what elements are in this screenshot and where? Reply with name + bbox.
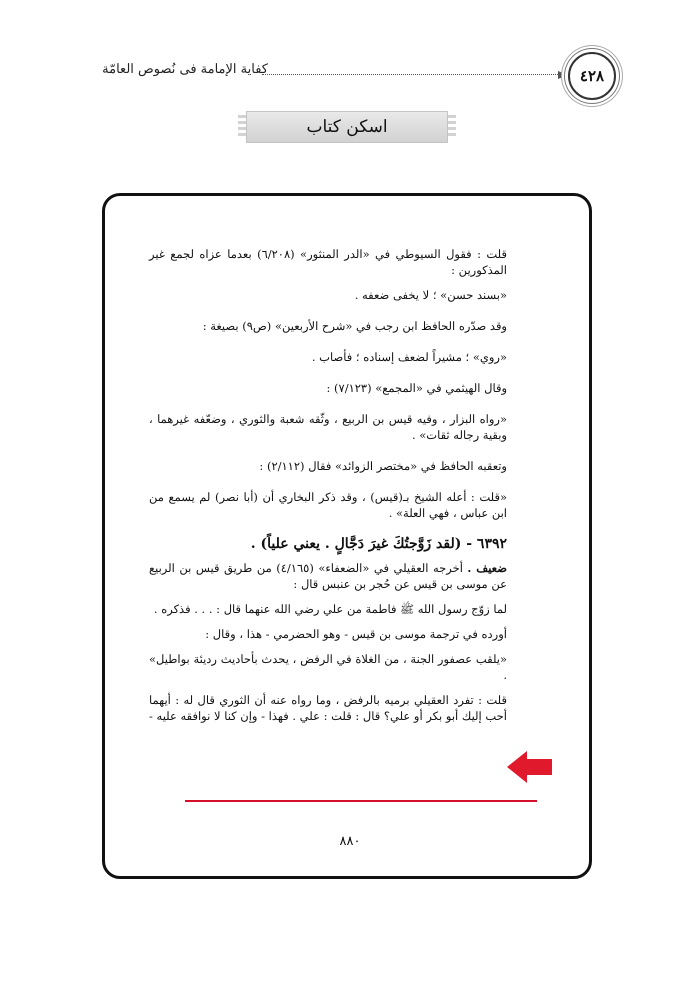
scanned-text-body bbox=[149, 246, 507, 739]
header-arrow-icon bbox=[558, 71, 568, 79]
scan-paragraph-8: «قلت : أعله الشيخ بـ(قيس) ، وقد ذكر البخاري أن (أبا نصر) لم يسمع من ابن عباس ، فهي العلة» . bbox=[149, 490, 507, 520]
highlighted-paragraph: قلت : تفرد العقيلي برميه بالرفض ، وما رواه عنه أن الثوري قال له : أيهما أحب إليك أبو بكر أو علي؟ قال : قلت : علي . فهذا - وإن كنا لا نوافقه عليه - bbox=[149, 693, 507, 723]
page-header bbox=[0, 52, 700, 96]
quote-2: أورده في ترجمة موسى بن قيس - وهو الحضرمي - هذا ، وقال : bbox=[205, 627, 507, 641]
scan-page-number: ٨٨٠ bbox=[339, 834, 361, 849]
scan-paragraph-1: قلت : فقول السيوطي في «الدر المنثور» (٦/٢٠٨) بعدما عزاه لجمع غير المذكورين : bbox=[149, 247, 507, 277]
header-dotted-rule bbox=[262, 74, 562, 75]
hadith-heading: ٦٣٩٢ - (لقد زَوَّجتُكَ غيرَ دَجَّالٍ . يعني علياً) . bbox=[250, 536, 507, 552]
quote-3: «يلقب عصفور الجنة ، من الغلاة في الرفض ، يحدث بأحاديث رديئة بواطيل» . bbox=[149, 652, 507, 682]
scan-paragraph-5: وقال الهيثمي في «المجمع» (٧/١٢٣) : bbox=[326, 381, 507, 395]
section-banner: اسكن كتاب bbox=[246, 111, 448, 143]
page-number-badge: ٤٢٨ bbox=[568, 52, 616, 100]
scan-paragraph-7: وتعقبه الحافظ في «مختصر الزوائد» فقال (٢/١١٢) : bbox=[259, 459, 507, 473]
scan-paragraph-4: «روي» ؛ مشيراً لضعف إسناده ؛ فأصاب . bbox=[311, 350, 507, 364]
red-arrow-icon bbox=[507, 751, 527, 783]
scan-paragraph-2: «بسند حسن» ؛ لا يخفى ضعفه . bbox=[354, 288, 507, 302]
red-underline bbox=[185, 800, 537, 802]
hadith-grade: ضعيف . bbox=[467, 561, 507, 575]
scanned-page-frame bbox=[102, 193, 592, 879]
red-arrow-tail bbox=[526, 759, 552, 775]
hadith-grade-text: أخرجه العقيلي في «الضعفاء» (٤/١٦٥) من طريق قيس بن الربيع عن موسى بن قيس عن حُجر بن عنبس قال : bbox=[149, 561, 507, 591]
header-book-title: كفاية الإمامة فى نُصوص العامّة bbox=[102, 62, 268, 77]
hadith-grade-paragraph bbox=[149, 560, 507, 592]
quote-1: لما زوّج رسول الله ﷺ فاطمة من علي رضي الله عنهما قال : . . . فذكره . bbox=[153, 602, 507, 616]
scan-paragraph-3: وقد صدّره الحافظ ابن رجب في «شرح الأربعين» (ص٩) بصيغة : bbox=[202, 319, 507, 333]
scan-paragraph-6: «رواه البزار ، وفيه قيس بن الربيع ، وثّقه شعبة والثوري ، وضعّفه غيرهما ، وبقية رجاله ثقات» . bbox=[149, 412, 507, 442]
